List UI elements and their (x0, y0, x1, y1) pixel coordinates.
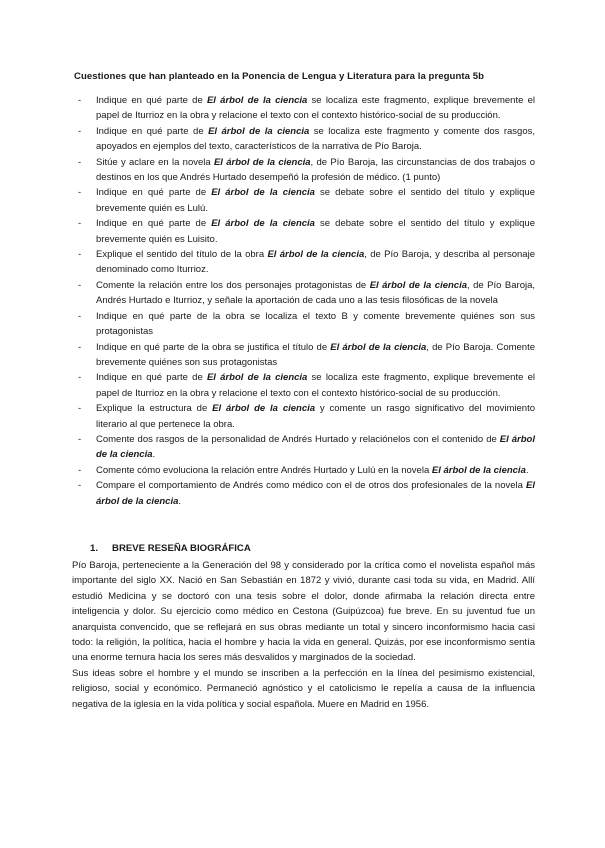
question-item: - Comente la relación entre los dos personajes protagonistas de El árbol de la ciencia, de Pío Baroja, Andrés Hurtado e Iturrioz, y señale la aportación de cada uno a las tesis filosóficas de la novela (78, 279, 536, 307)
bullet-dash: - (78, 218, 82, 230)
question-item: - Indique en qué parte de la obra se justifica el título de El árbol de la ciencia, de Pío Baroja. Comente brevemente quiénes son sus protagonistas (78, 341, 536, 368)
bullet-dash: - (78, 279, 82, 291)
question-item: - Sitúe y aclare en la novela El árbol de la ciencia, de Pío Baroja, las circunstancias de dos trabajos o destinos en los que Andrés Hurtado desempeñó la profesión de médico. (1 punto) (78, 156, 535, 184)
bullet-dash: - (78, 433, 82, 445)
section-number: 1. (90, 542, 99, 554)
question-list (72, 93, 535, 509)
question-item: - Indique en qué parte de la obra se localiza el texto B y comente brevemente quiénes son sus protagonistas (78, 310, 535, 338)
bullet-dash: - (78, 249, 82, 261)
question-item: - Indique en qué parte de El árbol de la ciencia se localiza este fragmento, explique brevemente el papel de Iturrioz en la obra y relacione el texto con el contexto histórico-social de su producción. (78, 372, 535, 399)
question-item: - Indique en qué parte de El árbol de la ciencia se debate sobre el sentido del título y explique brevemente quién es Luisito. (78, 218, 535, 245)
bullet-dash: - (78, 95, 82, 106)
bullet-dash: - (78, 464, 82, 476)
section-title (90, 542, 535, 556)
document-heading: Cuestiones que han planteado en la Ponencia de Lengua y Literatura para la pregunta 5b (74, 71, 484, 82)
bullet-dash: - (78, 372, 82, 384)
section-title-text: BREVE RESEÑA BIOGRÁFICA (112, 542, 251, 554)
question-item: - Comente cómo evoluciona la relación entre Andrés Hurtado y Lulú en la novela El árbol de la ciencia. (96, 463, 535, 478)
bullet-dash: - (78, 310, 82, 322)
bullet-dash: - (78, 480, 82, 492)
bullet-dash: - (78, 125, 82, 137)
bullet-dash: - (78, 156, 82, 168)
question-item: - Compare el comportamiento de Andrés como médico con el de otros dos profesionales de la novela El árbol de la ciencia. (78, 480, 535, 507)
question-item: - Explique el sentido del título de la obra El árbol de la ciencia, de Pío Baroja, y describa al personaje denominado como Iturrioz. (78, 249, 535, 276)
question-item: - Indique en qué parte de El árbol de la ciencia se debate sobre el sentido del título y explique brevemente quién es Lulú. (78, 187, 535, 214)
paragraph: Pío Baroja, perteneciente a la Generación del 98 y considerado por la crítica como el novelista español más importante del siglo XX. Nació en San Sebastián en 1872 y vivió, durante casi toda su vida, en Madrid. Allí estudió Medicina y se doctoró con una tesis sobre el dolor, donde afirmaba la relación directa entre inteligencia y dolor. Su ejercicio como médico en Cestona (Guipúzcoa) fue breve. En su juventud fue un anarquista convencido, que se reflejará en sus obras mediante un total y sincero inconformismo hacia casi todo: la religión, la política, hacia el hombre y hacia la vida en general. Quizás, por ese inconformismo sentía una enorme ternura hacia los seres más desvalidos y marginados de la sociedad. (72, 559, 535, 664)
question-item: - Indique en qué parte de El árbol de la ciencia se localiza este fragmento y comente dos rasgos, apoyados en ejemplos del texto, característicos de la narrativa de Pío Baroja. (78, 125, 535, 153)
bullet-dash: - (78, 403, 82, 415)
question-item: - Explique la estructura de El árbol de la ciencia y comente un rasgo significativo del movimiento literario al que pertenece la obra. (78, 403, 535, 430)
paragraph: Sus ideas sobre el hombre y el mundo se inscriben a la perfección en la línea del pesimismo existencial, religioso, social y económico. Permaneció agnóstico y el catolicismo le repelía a causa de la influencia negativa de la iglesia en la vida política y social española. Muere en Madrid en 1956. (72, 667, 535, 710)
bullet-dash: - (78, 341, 82, 353)
question-item: - Comente dos rasgos de la personalidad de Andrés Hurtado y relaciónelos con el contenido de El árbol de la ciencia. (78, 433, 535, 461)
question-item: - Indique en qué parte de El árbol de la ciencia se localiza este fragmento, explique brevemente el papel de Iturrioz en la obra y relacione el texto con el contexto histórico-social de su producción. (78, 95, 535, 122)
bullet-dash: - (78, 187, 82, 199)
